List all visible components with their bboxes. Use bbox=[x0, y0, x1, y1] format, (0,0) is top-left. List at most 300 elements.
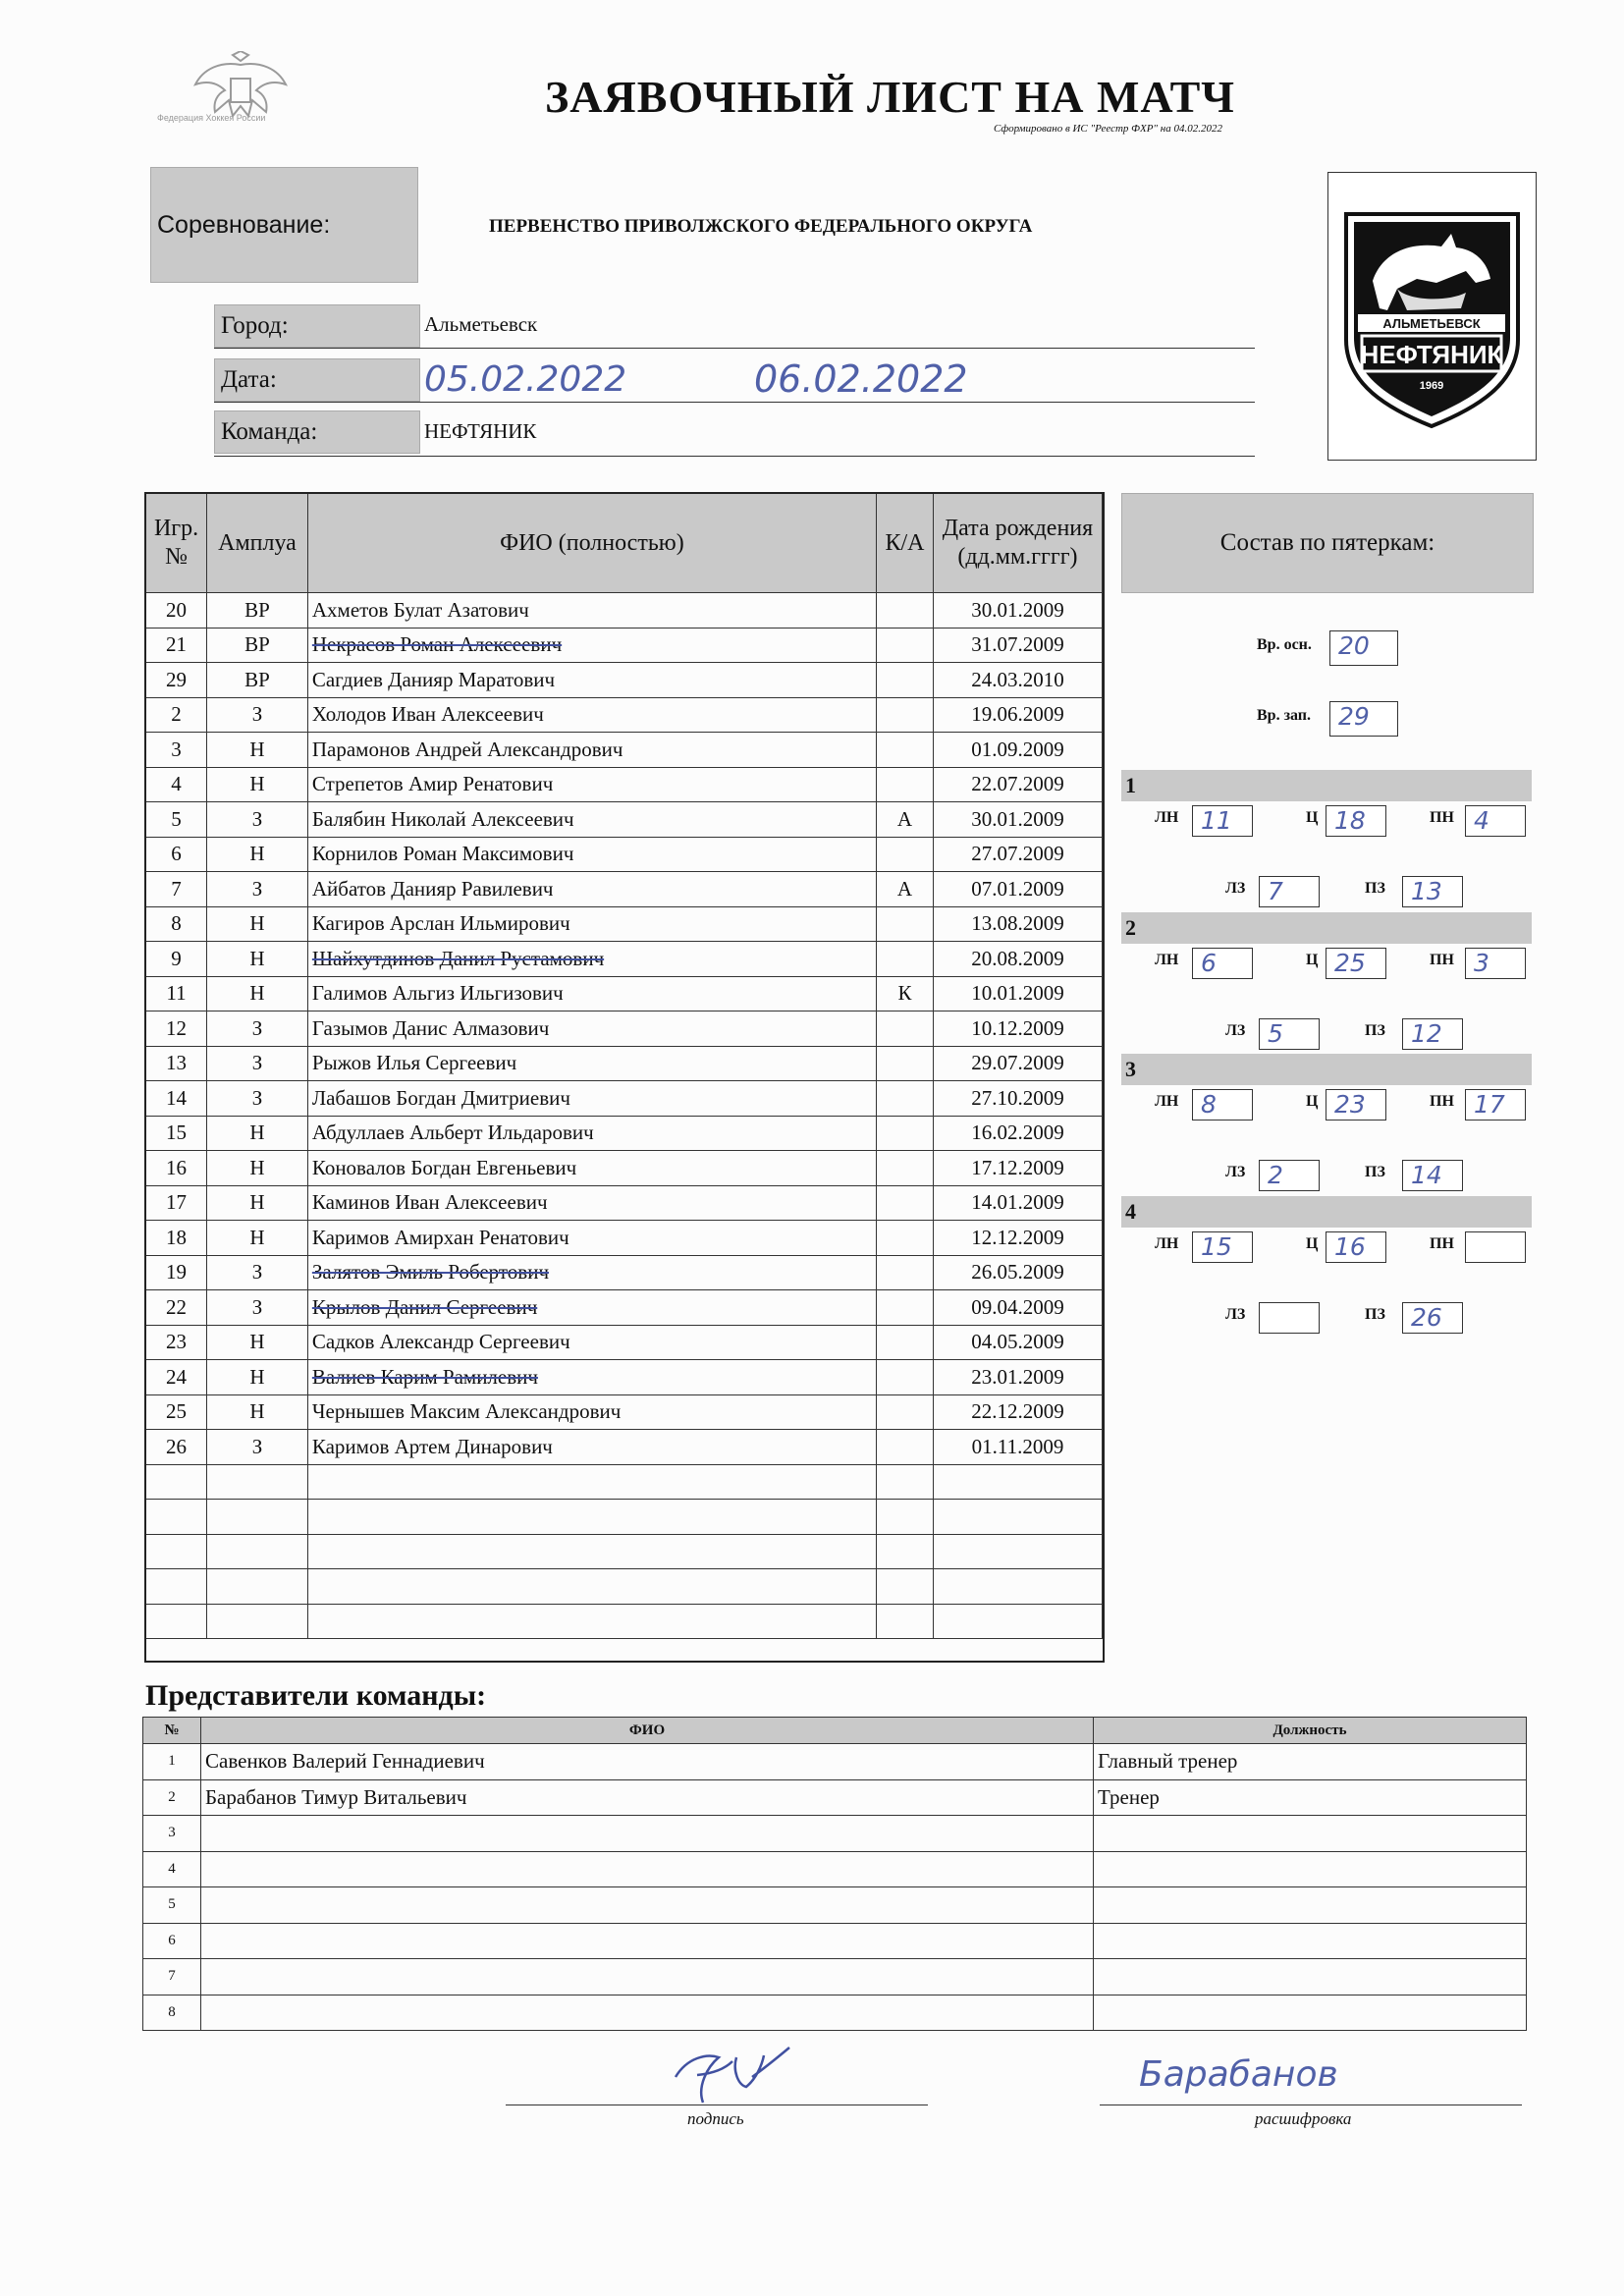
player-dob: 16.02.2009 bbox=[933, 1116, 1102, 1151]
player-role: Н bbox=[207, 976, 308, 1011]
decode-handwriting: Барабанов bbox=[1139, 2054, 1338, 2095]
player-number: 7 bbox=[146, 872, 207, 907]
line-pn-box bbox=[1465, 1231, 1526, 1263]
pn-label: ПН bbox=[1430, 952, 1454, 968]
roster-row bbox=[146, 593, 1103, 629]
roster-row bbox=[146, 942, 1103, 977]
goalie-reserve-box: 29 bbox=[1329, 701, 1398, 737]
reps-body bbox=[143, 1744, 1527, 2031]
line-c-box: 23 bbox=[1326, 1089, 1386, 1121]
roster-row bbox=[146, 1360, 1103, 1395]
lz-label: ЛЗ bbox=[1225, 1164, 1246, 1180]
player-number: 4 bbox=[146, 767, 207, 802]
player-ka bbox=[876, 1360, 933, 1395]
player-number: 11 bbox=[146, 976, 207, 1011]
rep-position bbox=[1094, 1959, 1527, 1995]
empty-cell bbox=[207, 1534, 308, 1569]
empty-cell bbox=[876, 1500, 933, 1535]
rep-position: Тренер bbox=[1094, 1779, 1527, 1816]
player-dob: 22.12.2009 bbox=[933, 1394, 1102, 1430]
player-name-cell bbox=[307, 663, 876, 698]
ln-label: ЛН bbox=[1155, 1093, 1179, 1110]
rep-row bbox=[143, 1995, 1527, 2031]
empty-cell bbox=[933, 1604, 1102, 1639]
date-value-2: 06.02.2022 bbox=[754, 357, 968, 401]
c-label: Ц bbox=[1306, 809, 1319, 826]
player-number: 16 bbox=[146, 1151, 207, 1186]
player-name-cell bbox=[307, 1116, 876, 1151]
rep-position bbox=[1094, 1923, 1527, 1959]
player-name-cell bbox=[307, 1360, 876, 1395]
player-name-cell bbox=[307, 906, 876, 942]
player-ka bbox=[876, 593, 933, 629]
rep-name bbox=[201, 1995, 1094, 2031]
goalie-main-label: Вр. осн. bbox=[1257, 636, 1312, 653]
header-role: Амплуа bbox=[207, 494, 308, 593]
empty-cell bbox=[933, 1500, 1102, 1535]
header-name: ФИО (полностью) bbox=[307, 494, 876, 593]
player-name: Абдуллаев Альберт Ильдарович bbox=[311, 1121, 594, 1145]
player-ka bbox=[876, 1290, 933, 1326]
rep-position bbox=[1094, 1851, 1527, 1887]
logo-top-text: АЛЬМЕТЬЕВСК bbox=[1382, 316, 1481, 331]
emblem-caption: Федерация Хоккея России bbox=[157, 113, 266, 123]
player-name-cell bbox=[307, 837, 876, 872]
player-number: 8 bbox=[146, 906, 207, 942]
roster-row bbox=[146, 1081, 1103, 1117]
lz-label: ЛЗ bbox=[1225, 880, 1246, 897]
player-name: Сагдиев Данияр Маратович bbox=[311, 667, 556, 691]
reps-header-position: Должность bbox=[1094, 1718, 1527, 1744]
roster-row bbox=[146, 837, 1103, 872]
player-role: З bbox=[207, 1081, 308, 1117]
player-role: ВР bbox=[207, 628, 308, 663]
player-ka bbox=[876, 1011, 933, 1047]
player-name-cell bbox=[307, 593, 876, 629]
ln-label: ЛН bbox=[1155, 952, 1179, 968]
empty-cell bbox=[207, 1464, 308, 1500]
roster-row bbox=[146, 1325, 1103, 1360]
date-underline bbox=[214, 402, 1255, 403]
roster-header-row bbox=[146, 494, 1103, 593]
rep-number: 4 bbox=[143, 1851, 201, 1887]
player-name-cell bbox=[307, 733, 876, 768]
date-value-1: 05.02.2022 bbox=[424, 359, 627, 400]
roster-row bbox=[146, 1116, 1103, 1151]
line-lz-box: 2 bbox=[1259, 1160, 1320, 1191]
player-name: Садков Александр Сергеевич bbox=[311, 1330, 570, 1354]
player-number: 3 bbox=[146, 733, 207, 768]
city-label: Город: bbox=[214, 304, 420, 348]
rep-name bbox=[201, 1959, 1094, 1995]
player-name: Газымов Данис Алмазович bbox=[311, 1015, 550, 1040]
empty-cell bbox=[933, 1464, 1102, 1500]
line-pn-box: 17 bbox=[1465, 1089, 1526, 1121]
city-underline bbox=[214, 348, 1255, 349]
player-dob: 27.07.2009 bbox=[933, 837, 1102, 872]
player-name: Балябин Николай Алексеевич bbox=[311, 806, 574, 831]
reps-header-num: № bbox=[143, 1718, 201, 1744]
player-ka bbox=[876, 1394, 933, 1430]
player-name-cell bbox=[307, 1081, 876, 1117]
roster-row bbox=[146, 663, 1103, 698]
player-dob: 10.12.2009 bbox=[933, 1011, 1102, 1047]
representatives-table bbox=[142, 1717, 1527, 2031]
player-role: Н bbox=[207, 1185, 308, 1221]
roster-row bbox=[146, 733, 1103, 768]
player-number: 13 bbox=[146, 1046, 207, 1081]
player-number: 25 bbox=[146, 1394, 207, 1430]
logo-name-text: НЕФТЯНИК bbox=[1360, 340, 1503, 369]
rep-row bbox=[143, 1923, 1527, 1959]
player-ka bbox=[876, 628, 933, 663]
player-ka bbox=[876, 1151, 933, 1186]
c-label: Ц bbox=[1306, 1235, 1319, 1252]
player-ka bbox=[876, 663, 933, 698]
empty-cell bbox=[207, 1500, 308, 1535]
line-pz-box: 26 bbox=[1402, 1302, 1463, 1334]
player-name-cell bbox=[307, 872, 876, 907]
line-c-box: 25 bbox=[1326, 948, 1386, 979]
roster-row bbox=[146, 976, 1103, 1011]
player-name-cell bbox=[307, 1255, 876, 1290]
player-ka bbox=[876, 733, 933, 768]
player-ka: К bbox=[876, 976, 933, 1011]
player-name: Корнилов Роман Максимович bbox=[311, 842, 574, 866]
roster-row bbox=[146, 1185, 1103, 1221]
player-dob: 22.07.2009 bbox=[933, 767, 1102, 802]
player-dob: 04.05.2009 bbox=[933, 1325, 1102, 1360]
player-number: 17 bbox=[146, 1185, 207, 1221]
player-name: Крылов Данил Сергеевич bbox=[311, 1294, 538, 1319]
empty-cell bbox=[146, 1569, 207, 1605]
line-pn-box: 3 bbox=[1465, 948, 1526, 979]
rep-number: 3 bbox=[143, 1816, 201, 1852]
player-ka bbox=[876, 1430, 933, 1465]
line-lz-box: 5 bbox=[1259, 1018, 1320, 1050]
roster-row bbox=[146, 1430, 1103, 1465]
player-ka bbox=[876, 1325, 933, 1360]
player-ka: А bbox=[876, 802, 933, 838]
ln-label: ЛН bbox=[1155, 809, 1179, 826]
player-name: Каминов Иван Алексеевич bbox=[311, 1190, 548, 1215]
player-ka: А bbox=[876, 872, 933, 907]
empty-cell bbox=[876, 1534, 933, 1569]
player-role: Н bbox=[207, 1360, 308, 1395]
empty-cell bbox=[307, 1534, 876, 1569]
player-number: 15 bbox=[146, 1116, 207, 1151]
player-ka bbox=[876, 942, 933, 977]
player-role: З bbox=[207, 1011, 308, 1047]
roster-empty-row bbox=[146, 1604, 1103, 1639]
roster-row bbox=[146, 906, 1103, 942]
player-role: З bbox=[207, 697, 308, 733]
line-ln-box: 8 bbox=[1192, 1089, 1253, 1121]
goalie-reserve-label: Вр. зап. bbox=[1257, 707, 1312, 724]
team-value: НЕФТЯНИК bbox=[424, 419, 537, 443]
player-role: З bbox=[207, 1046, 308, 1081]
rep-name bbox=[201, 1923, 1094, 1959]
line-number-bar: 3 bbox=[1121, 1054, 1532, 1085]
player-ka bbox=[876, 1185, 933, 1221]
player-role: Н bbox=[207, 1394, 308, 1430]
rep-position bbox=[1094, 1887, 1527, 1924]
player-name: Лабашов Богдан Дмитриевич bbox=[311, 1085, 570, 1110]
player-dob: 24.03.2010 bbox=[933, 663, 1102, 698]
rep-name: Барабанов Тимур Витальевич bbox=[201, 1779, 1094, 1816]
line-number-bar: 2 bbox=[1121, 912, 1532, 944]
player-role: Н bbox=[207, 733, 308, 768]
player-name: Стрепетов Амир Ренатович bbox=[311, 772, 554, 796]
decode-caption: расшифровка bbox=[1255, 2109, 1352, 2128]
player-role: Н bbox=[207, 1221, 308, 1256]
roster-row bbox=[146, 872, 1103, 907]
header-ka: К/А bbox=[876, 494, 933, 593]
player-role: Н bbox=[207, 837, 308, 872]
player-number: 21 bbox=[146, 628, 207, 663]
player-number: 6 bbox=[146, 837, 207, 872]
rep-row bbox=[143, 1816, 1527, 1852]
team-logo-icon bbox=[1328, 173, 1536, 460]
line-number-bar: 4 bbox=[1121, 1196, 1532, 1228]
player-dob: 27.10.2009 bbox=[933, 1081, 1102, 1117]
rep-number: 1 bbox=[143, 1744, 201, 1780]
line-ln-box: 6 bbox=[1192, 948, 1253, 979]
rep-row bbox=[143, 1779, 1527, 1816]
line-ln-box: 11 bbox=[1192, 805, 1253, 837]
player-name: Некрасов Роман Алексеевич bbox=[311, 632, 563, 657]
pz-label: ПЗ bbox=[1365, 1306, 1385, 1323]
city-value: Альметьевск bbox=[424, 312, 538, 336]
date-label: Дата: bbox=[214, 358, 420, 402]
empty-cell bbox=[876, 1569, 933, 1605]
lineup-heading: Состав по пятеркам: bbox=[1121, 493, 1534, 593]
roster-row bbox=[146, 628, 1103, 663]
rep-number: 8 bbox=[143, 1995, 201, 2031]
pn-label: ПН bbox=[1430, 1093, 1454, 1110]
player-number: 12 bbox=[146, 1011, 207, 1047]
player-name-cell bbox=[307, 1221, 876, 1256]
player-name: Парамонов Андрей Александрович bbox=[311, 737, 623, 761]
player-number: 23 bbox=[146, 1325, 207, 1360]
line-lz-box: 7 bbox=[1259, 876, 1320, 907]
generated-note: Сформировано в ИС "Реестр ФХР" на 04.02.2022 bbox=[994, 123, 1223, 135]
player-number: 18 bbox=[146, 1221, 207, 1256]
player-dob: 30.01.2009 bbox=[933, 593, 1102, 629]
player-role: З bbox=[207, 1255, 308, 1290]
player-dob: 14.01.2009 bbox=[933, 1185, 1102, 1221]
player-dob: 10.01.2009 bbox=[933, 976, 1102, 1011]
c-label: Ц bbox=[1306, 952, 1319, 968]
line-pz-box: 14 bbox=[1402, 1160, 1463, 1191]
lz-label: ЛЗ bbox=[1225, 1306, 1246, 1323]
empty-cell bbox=[307, 1569, 876, 1605]
empty-cell bbox=[146, 1500, 207, 1535]
reps-header-row bbox=[143, 1718, 1527, 1744]
player-ka bbox=[876, 837, 933, 872]
rep-row bbox=[143, 1887, 1527, 1924]
pz-label: ПЗ bbox=[1365, 1022, 1385, 1039]
player-dob: 31.07.2009 bbox=[933, 628, 1102, 663]
player-name: Рыжов Илья Сергеевич bbox=[311, 1051, 517, 1075]
empty-cell bbox=[146, 1464, 207, 1500]
player-ka bbox=[876, 767, 933, 802]
line-ln-box: 15 bbox=[1192, 1231, 1253, 1263]
player-name-cell bbox=[307, 976, 876, 1011]
player-role: ВР bbox=[207, 593, 308, 629]
roster-row bbox=[146, 1394, 1103, 1430]
empty-cell bbox=[307, 1464, 876, 1500]
roster-row bbox=[146, 1221, 1103, 1256]
roster-row bbox=[146, 767, 1103, 802]
c-label: Ц bbox=[1306, 1093, 1319, 1110]
player-name: Холодов Иван Алексеевич bbox=[311, 702, 544, 727]
rep-number: 6 bbox=[143, 1923, 201, 1959]
rep-position: Главный тренер bbox=[1094, 1744, 1527, 1780]
roster-row bbox=[146, 697, 1103, 733]
player-name-cell bbox=[307, 802, 876, 838]
rep-number: 2 bbox=[143, 1779, 201, 1816]
rep-row bbox=[143, 1959, 1527, 1995]
player-number: 26 bbox=[146, 1430, 207, 1465]
reps-header-name: ФИО bbox=[201, 1718, 1094, 1744]
player-ka bbox=[876, 1221, 933, 1256]
player-name: Чернышев Максим Александрович bbox=[311, 1399, 622, 1424]
player-role: Н bbox=[207, 942, 308, 977]
player-name-cell bbox=[307, 1290, 876, 1326]
player-role: Н bbox=[207, 906, 308, 942]
player-name-cell bbox=[307, 1185, 876, 1221]
player-role: З bbox=[207, 1290, 308, 1326]
pn-label: ПН bbox=[1430, 809, 1454, 826]
roster-empty-row bbox=[146, 1500, 1103, 1535]
player-name-cell bbox=[307, 1430, 876, 1465]
player-ka bbox=[876, 906, 933, 942]
rep-position bbox=[1094, 1995, 1527, 2031]
signature-icon bbox=[668, 2038, 805, 2111]
player-role: З bbox=[207, 802, 308, 838]
empty-cell bbox=[307, 1604, 876, 1639]
empty-cell bbox=[876, 1464, 933, 1500]
empty-cell bbox=[933, 1534, 1102, 1569]
line-lz-box bbox=[1259, 1302, 1320, 1334]
ln-label: ЛН bbox=[1155, 1235, 1179, 1252]
player-number: 22 bbox=[146, 1290, 207, 1326]
player-number: 20 bbox=[146, 593, 207, 629]
player-name-cell bbox=[307, 697, 876, 733]
roster-row bbox=[146, 802, 1103, 838]
player-dob: 12.12.2009 bbox=[933, 1221, 1102, 1256]
player-dob: 29.07.2009 bbox=[933, 1046, 1102, 1081]
team-label: Команда: bbox=[214, 410, 420, 454]
line-number-bar: 1 bbox=[1121, 770, 1532, 801]
team-logo-frame bbox=[1327, 172, 1537, 461]
rep-number: 7 bbox=[143, 1959, 201, 1995]
rep-row bbox=[143, 1744, 1527, 1780]
player-name-cell bbox=[307, 942, 876, 977]
rep-name bbox=[201, 1816, 1094, 1852]
player-name: Шайхутдинов Данил Рустамович bbox=[311, 946, 605, 970]
line-c-box: 16 bbox=[1326, 1231, 1386, 1263]
player-dob: 26.05.2009 bbox=[933, 1255, 1102, 1290]
player-ka bbox=[876, 1116, 933, 1151]
header-num: Игр. № bbox=[146, 494, 207, 593]
player-name-cell bbox=[307, 628, 876, 663]
logo-year-text: 1969 bbox=[1419, 380, 1444, 392]
player-dob: 13.08.2009 bbox=[933, 906, 1102, 942]
signature-caption: подпись bbox=[687, 2109, 744, 2128]
player-name-cell bbox=[307, 1151, 876, 1186]
roster-row bbox=[146, 1011, 1103, 1047]
rep-name bbox=[201, 1851, 1094, 1887]
player-number: 14 bbox=[146, 1081, 207, 1117]
player-number: 29 bbox=[146, 663, 207, 698]
player-name: Ахметов Булат Азатович bbox=[311, 597, 529, 622]
player-dob: 19.06.2009 bbox=[933, 697, 1102, 733]
rep-name: Савенков Валерий Геннадиевич bbox=[201, 1744, 1094, 1780]
player-dob: 30.01.2009 bbox=[933, 802, 1102, 838]
lz-label: ЛЗ bbox=[1225, 1022, 1246, 1039]
player-role: З bbox=[207, 1430, 308, 1465]
player-ka bbox=[876, 1046, 933, 1081]
header-dob: Дата рождения (дд.мм.гггг) bbox=[933, 494, 1102, 593]
competition-value: ПЕРВЕНСТВО ПРИВОЛЖСКОГО ФЕДЕРАЛЬНОГО ОКРУГА bbox=[489, 216, 1033, 237]
player-ka bbox=[876, 1255, 933, 1290]
page-title: ЗАЯВОЧНЫЙ ЛИСТ НА МАТЧ bbox=[545, 72, 1236, 122]
player-number: 9 bbox=[146, 942, 207, 977]
player-dob: 01.09.2009 bbox=[933, 733, 1102, 768]
player-name: Айбатов Данияр Равилевич bbox=[311, 876, 554, 901]
rep-name bbox=[201, 1887, 1094, 1924]
player-ka bbox=[876, 1081, 933, 1117]
rep-number: 5 bbox=[143, 1887, 201, 1924]
player-name: Каримов Артем Динарович bbox=[311, 1434, 553, 1458]
player-number: 19 bbox=[146, 1255, 207, 1290]
player-dob: 23.01.2009 bbox=[933, 1360, 1102, 1395]
player-dob: 20.08.2009 bbox=[933, 942, 1102, 977]
roster-empty-row bbox=[146, 1464, 1103, 1500]
player-number: 5 bbox=[146, 802, 207, 838]
line-pz-box: 12 bbox=[1402, 1018, 1463, 1050]
empty-cell bbox=[933, 1569, 1102, 1605]
line-pz-box: 13 bbox=[1402, 876, 1463, 907]
player-number: 24 bbox=[146, 1360, 207, 1395]
representatives-title: Представители команды: bbox=[145, 1679, 487, 1712]
player-name-cell bbox=[307, 1394, 876, 1430]
roster-row bbox=[146, 1046, 1103, 1081]
player-number: 2 bbox=[146, 697, 207, 733]
player-name: Валиев Карим Рамилевич bbox=[311, 1364, 538, 1389]
player-dob: 01.11.2009 bbox=[933, 1430, 1102, 1465]
line-pn-box: 4 bbox=[1465, 805, 1526, 837]
empty-cell bbox=[207, 1604, 308, 1639]
player-name: Кагиров Арслан Ильмирович bbox=[311, 911, 570, 936]
roster-row bbox=[146, 1290, 1103, 1326]
pn-label: ПН bbox=[1430, 1235, 1454, 1252]
empty-cell bbox=[146, 1534, 207, 1569]
goalie-main-box: 20 bbox=[1329, 630, 1398, 666]
empty-cell bbox=[207, 1569, 308, 1605]
rep-row bbox=[143, 1851, 1527, 1887]
team-underline bbox=[214, 456, 1255, 457]
roster-row bbox=[146, 1255, 1103, 1290]
player-role: З bbox=[207, 872, 308, 907]
player-role: Н bbox=[207, 1151, 308, 1186]
roster-empty-row bbox=[146, 1534, 1103, 1569]
pz-label: ПЗ bbox=[1365, 1164, 1385, 1180]
player-name: Коновалов Богдан Евгеньевич bbox=[311, 1155, 577, 1179]
player-dob: 07.01.2009 bbox=[933, 872, 1102, 907]
